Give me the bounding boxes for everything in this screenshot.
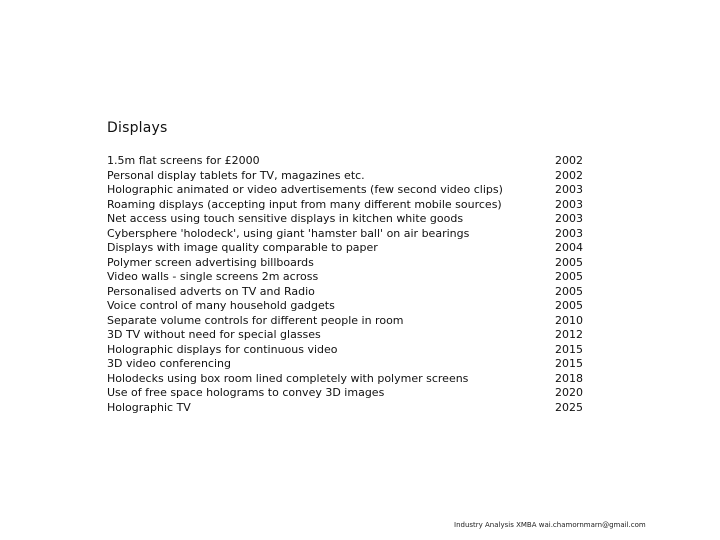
item-year: 2003 bbox=[555, 226, 583, 240]
item-label: Voice control of many household gadgets bbox=[107, 299, 335, 312]
list-item bbox=[107, 285, 587, 300]
item-year: 2003 bbox=[555, 183, 583, 196]
list-item bbox=[107, 314, 587, 329]
item-label: Separate volume controls for different people in room bbox=[107, 313, 404, 327]
item-year: 2005 bbox=[555, 284, 583, 298]
list-item bbox=[107, 154, 587, 169]
item-year: 2005 bbox=[555, 270, 583, 283]
item-label: Personalised adverts on TV and Radio bbox=[107, 284, 315, 298]
item-label: Personal display tablets for TV, magazines etc. bbox=[107, 168, 365, 182]
item-year: 2004 bbox=[555, 241, 583, 254]
list-item bbox=[107, 270, 587, 285]
list-item bbox=[107, 328, 587, 343]
item-year: 2015 bbox=[555, 342, 583, 356]
list-item bbox=[107, 357, 587, 372]
item-label: Holographic displays for continuous video bbox=[107, 342, 338, 356]
item-year: 2025 bbox=[555, 400, 583, 414]
slide-title: Displays bbox=[107, 120, 168, 136]
list-item bbox=[107, 241, 587, 256]
list-item bbox=[107, 256, 587, 271]
list-item bbox=[107, 299, 587, 314]
item-year: 2012 bbox=[555, 328, 583, 341]
item-label: Use of free space holograms to convey 3D images bbox=[107, 386, 385, 399]
item-year: 2002 bbox=[555, 154, 583, 167]
item-label: Roaming displays (accepting input from many different mobile sources) bbox=[107, 197, 502, 211]
prediction-list bbox=[107, 154, 587, 415]
list-item bbox=[107, 386, 587, 401]
item-year: 2003 bbox=[555, 197, 583, 211]
item-label: Holodecks using box room lined completely with polymer screens bbox=[107, 371, 469, 385]
item-year: 2015 bbox=[555, 357, 583, 370]
item-label: Polymer screen advertising billboards bbox=[107, 255, 314, 269]
item-label: 3D video conferencing bbox=[107, 357, 231, 370]
item-year: 2003 bbox=[555, 212, 583, 225]
list-item bbox=[107, 169, 587, 184]
item-label: Cybersphere 'holodeck', using giant 'hamster ball' on air bearings bbox=[107, 226, 470, 240]
item-year: 2005 bbox=[555, 299, 583, 312]
list-item bbox=[107, 343, 587, 358]
item-label: Holographic animated or video advertisements (few second video clips) bbox=[107, 183, 503, 196]
item-year: 2010 bbox=[555, 313, 583, 327]
item-year: 2018 bbox=[555, 371, 583, 385]
list-item bbox=[107, 183, 587, 198]
item-label: Net access using touch sensitive displays in kitchen white goods bbox=[107, 212, 464, 225]
item-label: Displays with image quality comparable to paper bbox=[107, 241, 378, 254]
list-item bbox=[107, 401, 587, 416]
item-label: Holographic TV bbox=[107, 400, 191, 414]
item-year: 2005 bbox=[555, 255, 583, 269]
item-year: 2002 bbox=[555, 168, 583, 182]
item-label: 1.5m flat screens for £2000 bbox=[107, 154, 260, 167]
slide-footer: Industry Analysis XMBA wai.chamornmarn@gmail.com bbox=[454, 521, 646, 529]
list-item bbox=[107, 198, 587, 213]
list-item bbox=[107, 212, 587, 227]
item-label: 3D TV without need for special glasses bbox=[107, 328, 321, 341]
list-item bbox=[107, 227, 587, 242]
item-year: 2020 bbox=[555, 386, 583, 399]
item-label: Video walls - single screens 2m across bbox=[107, 270, 319, 283]
list-item bbox=[107, 372, 587, 387]
